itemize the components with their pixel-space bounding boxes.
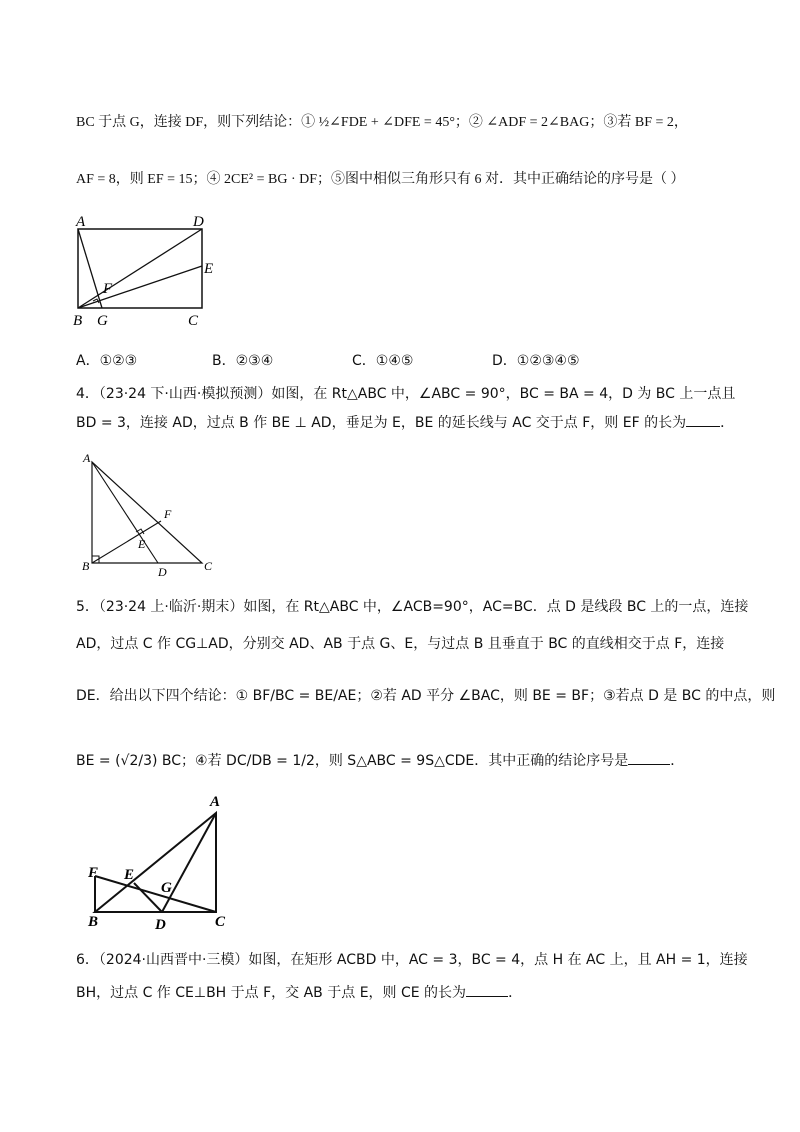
- q3-label-b: B: [73, 313, 83, 329]
- q3-segment-bd: [78, 229, 202, 308]
- q3-option-c: C．①④⑤: [352, 353, 414, 369]
- q4-text-line-2: BD = 3，连接 AD，过点 B 作 BE ⊥ AD，垂足为 E，BE 的延长线与 AC 交于点 F，则 EF 的长为 ．: [76, 412, 734, 433]
- q3-segment-ag: [78, 229, 102, 308]
- q5-text-line-1: 5．（23·24 上·临沂·期末）如图，在 Rt△ABC 中，∠ACB=90°，AC=BC．点 D 是线段 BC 上的一点，连接: [76, 599, 749, 615]
- q4-text-line-1: 4．（23·24 下·山西·模拟预测）如图，在 Rt△ABC 中，∠ABC = 90°，BC = BA = 4，D 为 BC 上一点且: [76, 386, 736, 402]
- q5-text-line-4: BE = (√2/3) BC；④若 DC/DB = 1/2，则 S△ABC = 9S△CDE．其中正确的结论序号是 ．: [76, 750, 684, 771]
- q5-label-e: E: [124, 867, 135, 883]
- q3-option-d: D．①②③④⑤: [492, 353, 580, 369]
- q4-label-e: E: [138, 537, 146, 551]
- q3-label-f: F: [103, 281, 113, 297]
- q3-text-line-2: AF = 8，则 EF = 15；④ 2CE² = BG · DF；⑤图中相似三角形只有 6 对．其中正确结论的序号是（ ）: [76, 172, 685, 187]
- q5-segment-de: [134, 883, 162, 912]
- q4-segment-ad: [92, 462, 158, 563]
- q4-triangle-abc: [92, 462, 202, 563]
- q3-label-g: G: [97, 313, 108, 329]
- q3-label-a: A: [76, 214, 86, 230]
- q4-answer-blank[interactable]: [686, 412, 720, 427]
- q4-label-d: D: [158, 565, 167, 578]
- q3-option-a: A．①②③: [76, 353, 138, 369]
- q4-label-c: C: [204, 559, 213, 573]
- q5-text-line-3: DE．给出以下四个结论：① BF/BC = BE/AE；②若 AD 平分 ∠BAC，则 BE = BF；③若点 D 是 BC 的中点，则: [76, 688, 776, 704]
- q3-label-e: E: [204, 261, 214, 277]
- q5-segment-ad: [162, 813, 216, 912]
- q4-label-b: B: [82, 559, 90, 573]
- q3-figure: [70, 210, 230, 330]
- q6-text-line-1: 6．（2024·山西晋中·三模）如图，在矩形 ACBD 中，AC = 3，BC = 4，点 H 在 AC 上，且 AH = 1，连接: [76, 952, 748, 968]
- q5-label-g: G: [161, 880, 172, 896]
- q4-label-f: F: [164, 507, 172, 521]
- q6-answer-blank[interactable]: [466, 982, 508, 997]
- q4-label-a: A: [83, 451, 91, 465]
- q5-figure: [84, 790, 244, 935]
- q5-label-c: C: [215, 914, 226, 930]
- q5-label-a: A: [210, 794, 221, 810]
- q3-label-d: D: [193, 214, 204, 230]
- q5-answer-blank[interactable]: [628, 750, 670, 765]
- q3-option-b: B．②③④: [212, 353, 274, 369]
- q4-segment-bf: [92, 521, 161, 563]
- q5-label-f: F: [88, 865, 99, 881]
- q6-text-line-2: BH，过点 C 作 CE⊥BH 于点 F，交 AB 于点 E，则 CE 的长为 ．: [76, 982, 522, 1003]
- q5-label-b: B: [88, 914, 99, 930]
- q3-segment-be: [78, 266, 202, 308]
- q4-figure: [74, 448, 224, 578]
- q3-label-c: C: [188, 313, 199, 329]
- q5-triangle-abc: [95, 813, 216, 912]
- q5-text-line-2: AD，过点 C 作 CG⊥AD，分别交 AD、AB 于点 G、E，与过点 B 且垂直于 BC 的直线相交于点 F，连接: [76, 636, 725, 652]
- q5-label-d: D: [155, 917, 166, 933]
- q3-text-line-1: BC 于点 G，连接 DF，则下列结论：① ½∠FDE + ∠DFE = 45°；② ∠ADF = 2∠BAG；③若 BF = 2，: [76, 115, 688, 130]
